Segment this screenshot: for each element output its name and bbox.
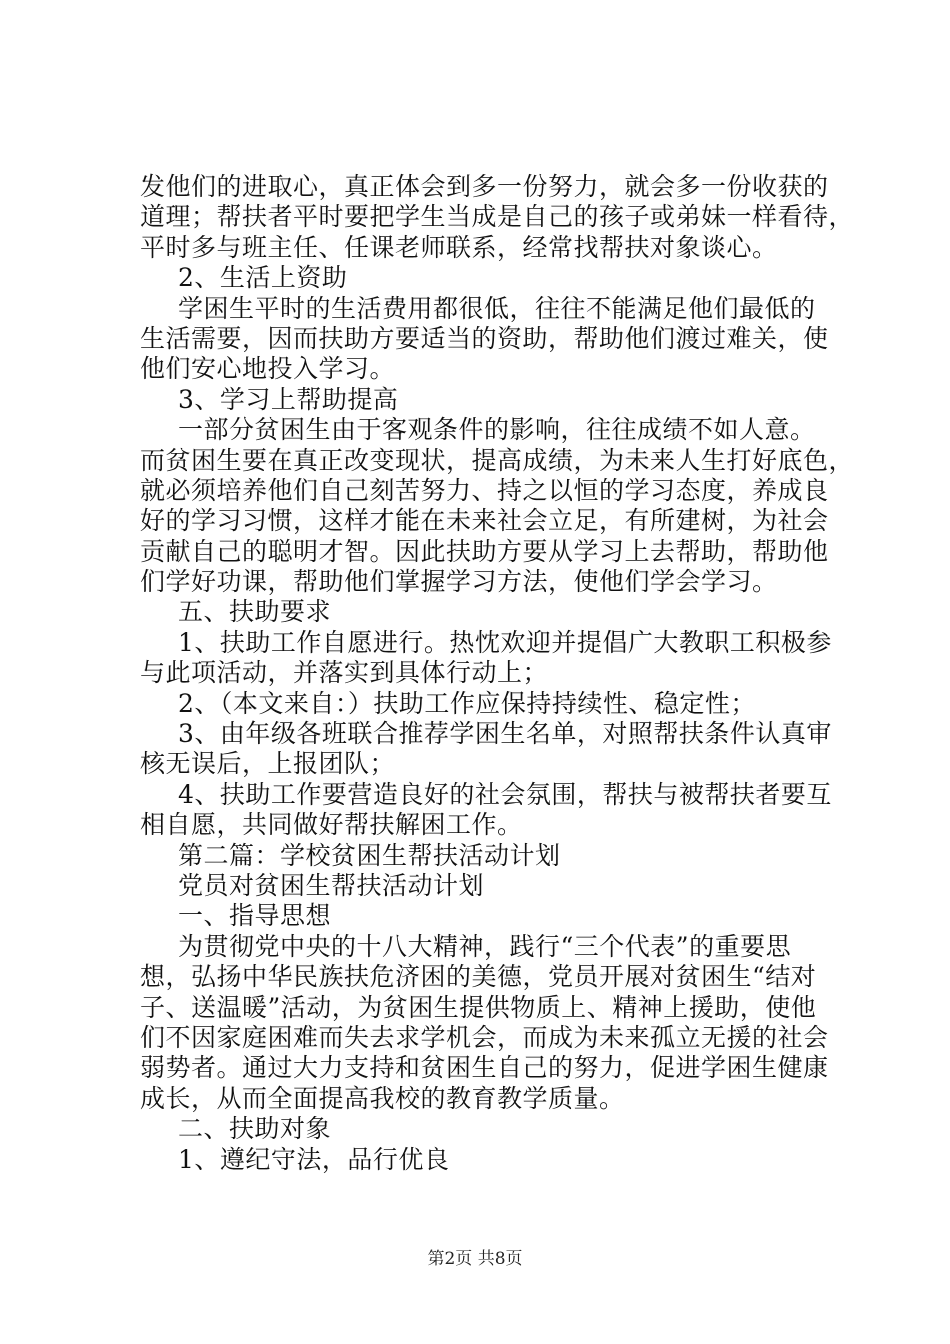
text-line: 平时多与班主任、任课老师联系，经常找帮扶对象谈心。 bbox=[140, 232, 778, 262]
text-line: 们学好功课，帮助他们掌握学习方法，使他们学会学习。 bbox=[140, 567, 778, 597]
text-line: 3、由年级各班联合推荐学困生名单，对照帮扶条件认真审 bbox=[178, 719, 832, 749]
text-line: 3、学习上帮助提高 bbox=[178, 384, 399, 414]
text-line: 子、送温暖”活动，为贫困生提供物质上、精神上援助，使他 bbox=[140, 992, 817, 1022]
text-line: 学困生平时的生活费用都很低，往往不能满足他们最低的 bbox=[178, 293, 816, 323]
text-line: 为贯彻党中央的十八大精神，践行“三个代表”的重要思 bbox=[178, 931, 792, 961]
text-line: 们不因家庭困难而失去求学机会，而成为未来孤立无援的社会 bbox=[140, 1022, 829, 1052]
text-line: 相自愿，共同做好帮扶解困工作。 bbox=[140, 810, 523, 840]
text-line: 而贫困生要在真正改变现状，提高成绩，为未来人生打好底色， bbox=[140, 445, 855, 475]
text-line: 1、遵纪守法，品行优良 bbox=[178, 1144, 450, 1174]
text-line: 一、指导思想 bbox=[178, 901, 332, 931]
text-line: 一部分贫困生由于客观条件的影响，往往成绩不如人意。 bbox=[178, 415, 816, 445]
text-line: 他们安心地投入学习。 bbox=[140, 354, 396, 384]
text-line: 就必须培养他们自己刻苦努力、持之以恒的学习态度，养成良 bbox=[140, 475, 829, 505]
text-line: 4、扶助工作要营造良好的社会氛围，帮扶与被帮扶者要互 bbox=[178, 779, 832, 809]
text-line: 贡献自己的聪明才智。因此扶助方要从学习上去帮助，帮助他 bbox=[140, 536, 829, 566]
text-line: 与此项活动，并落实到具体行动上； bbox=[140, 658, 549, 688]
text-line: 发他们的进取心，真正体会到多一份努力，就会多一份收获的 bbox=[140, 172, 829, 201]
text-line: 五、扶助要求 bbox=[178, 597, 332, 627]
text-line: 二、扶助对象 bbox=[178, 1114, 332, 1144]
text-line: 第二篇：学校贫困生帮扶活动计划 bbox=[178, 840, 561, 870]
text-line: 生活需要，因而扶助方要适当的资助，帮助他们渡过难关，使 bbox=[140, 323, 829, 353]
text-line: 想，弘扬中华民族扶危济困的美德，党员开展对贫困生“结对 bbox=[140, 962, 817, 992]
text-line: 2、生活上资助 bbox=[178, 263, 348, 293]
document-body bbox=[140, 172, 855, 1175]
text-line: 好的学习习惯，这样才能在未来社会立足，有所建树，为社会 bbox=[140, 506, 829, 536]
text-line: 弱势者。通过大力支持和贫困生自己的努力，促进学困生健康 bbox=[140, 1053, 829, 1083]
text-line: 道理；帮扶者平时要把学生当成是自己的孩子或弟妹一样看待， bbox=[140, 202, 855, 232]
text-line: 2、（本文来自：）扶助工作应保持持续性、稳定性； bbox=[178, 688, 756, 718]
text-line: 党员对贫困生帮扶活动计划 bbox=[178, 870, 485, 900]
text-line: 成长，从而全面提高我校的教育教学质量。 bbox=[140, 1083, 625, 1113]
page-number-footer: 第2页 共8页 bbox=[427, 1249, 523, 1269]
text-line: 核无误后，上报团队； bbox=[140, 749, 396, 779]
text-line: 1、扶助工作自愿进行。热忱欢迎并提倡广大教职工积极参 bbox=[178, 627, 832, 657]
